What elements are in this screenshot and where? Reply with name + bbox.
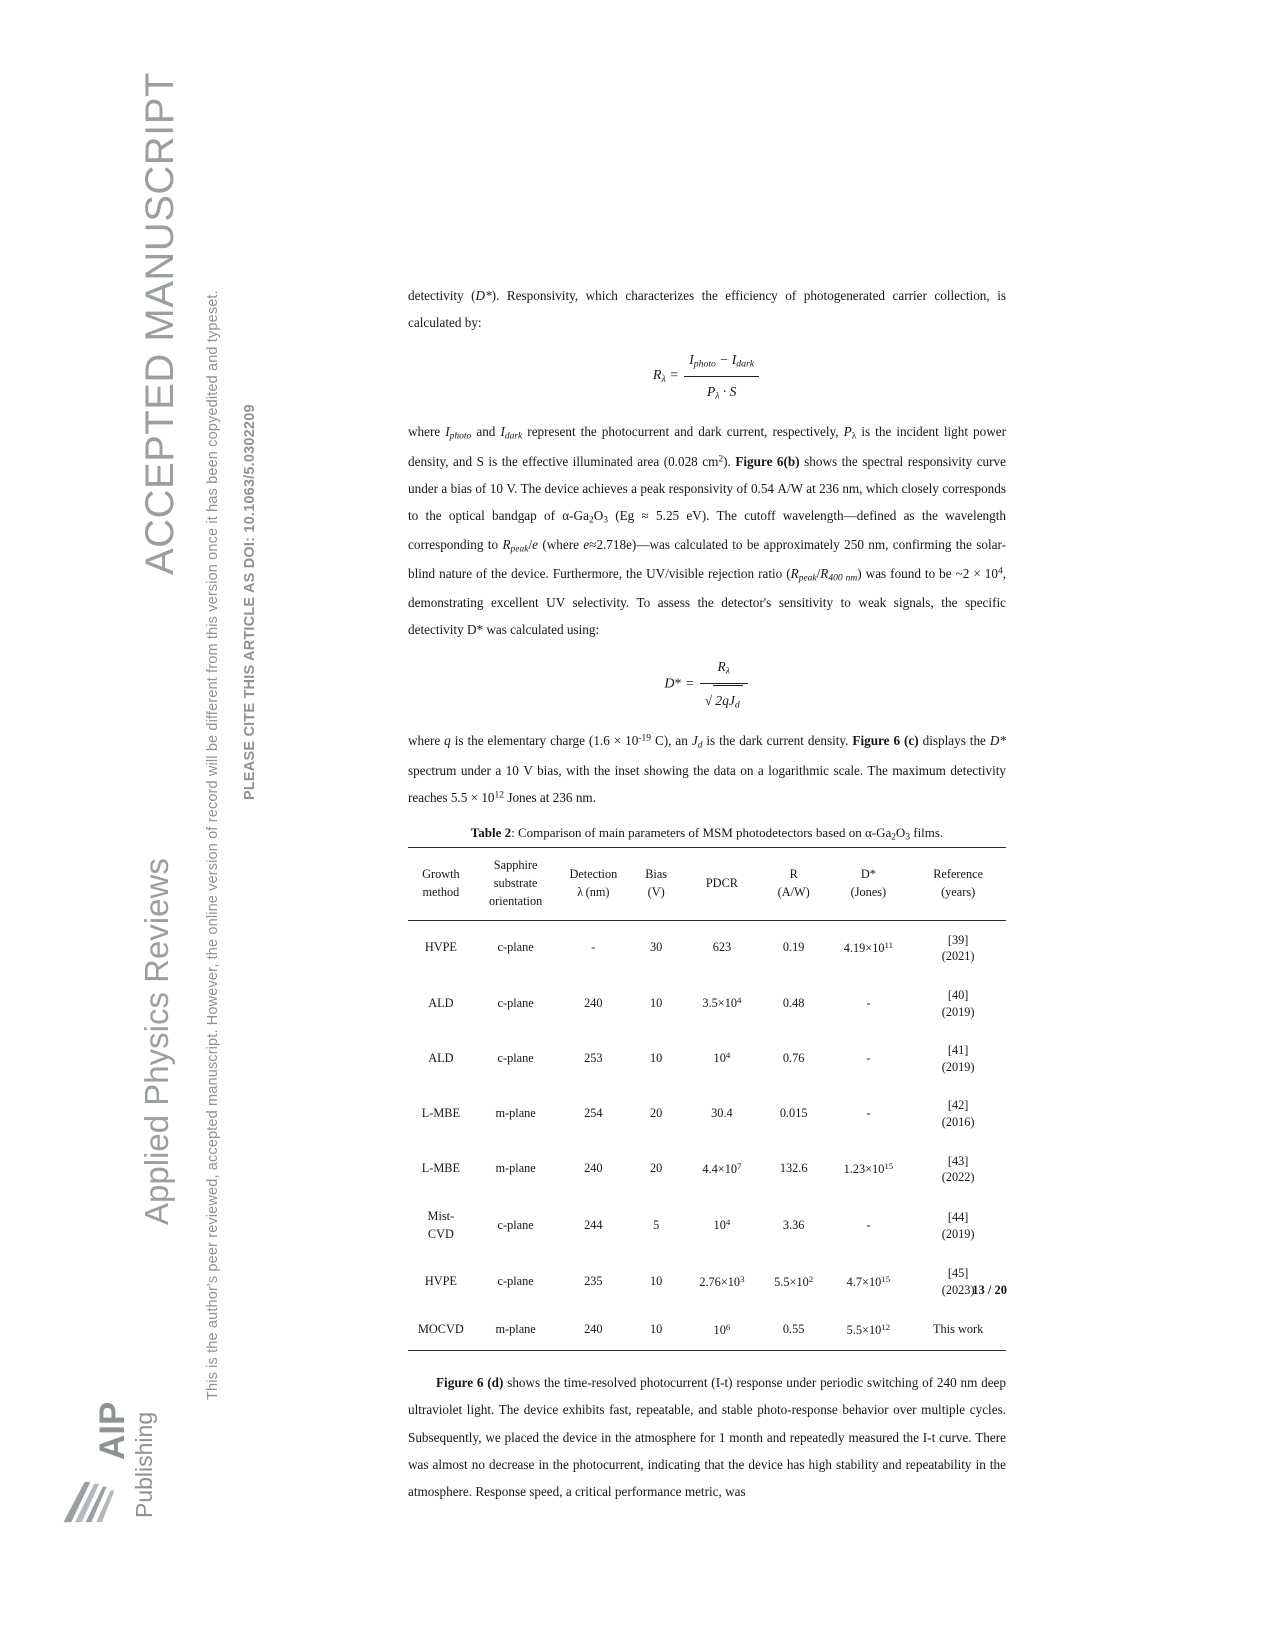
cell-responsivity: 0.76 [782, 1050, 805, 1065]
cell-pdcr: $4.4\times 10^7$ [702, 1160, 742, 1176]
aip-feather-icon [61, 1478, 116, 1526]
accepted-manuscript-disclaimer: This is the author's peer reviewed, accepted manuscript. However, the online version of record will be different from this version once it has been copyedited and typeset. [205, 290, 221, 1400]
cell-reference: This work [910, 1310, 1006, 1351]
cell-pdcr: 623 [712, 940, 732, 955]
cell-responsivity: 132.6 [779, 1161, 808, 1176]
cell-reference: [42] (2016) [941, 1098, 975, 1129]
cell-growth: HVPE [424, 1274, 457, 1289]
cell-responsivity: 0.48 [782, 995, 805, 1010]
cell-responsivity: 3.36 [782, 1217, 805, 1232]
cell-detection: 244 [584, 1217, 603, 1232]
cell-pdcr: $10^4$ [713, 1050, 731, 1066]
cell-reference: [40] (2019) [941, 988, 975, 1019]
column-header-detection-wavelength: Detection λ (nm) [557, 848, 629, 920]
cell-detection: 240 [557, 1310, 629, 1351]
table-row [408, 1086, 1006, 1141]
table-row [408, 1310, 1006, 1351]
equation-responsivity: $R_\lambda$ = $\frac{I_{photo} - I_{dark}}{P_\lambda \cdot S}$ [408, 346, 1006, 406]
cell-detectivity: - [866, 1106, 871, 1121]
paragraph-responsivity-intro: detectivity (D*). Responsivity, which characterizes the efficiency of photogenerated carrier collection, is calculated by: [408, 288, 1006, 331]
cell-growth: Mist- CVD [427, 1208, 455, 1241]
cell-pdcr: $3.5\times 10^4$ [702, 995, 742, 1011]
cell-bias: 30 [649, 940, 663, 955]
cell-bias: 10 [649, 1050, 663, 1065]
cell-pdcr: $2.76\times 10^3$ [699, 1273, 745, 1289]
cell-reference: [43] (2022) [941, 1153, 975, 1185]
cell-growth: HVPE [424, 940, 457, 955]
table-row [408, 976, 1006, 1031]
paragraph-time-resolved-response: Figure 6 (d) shows the time-resolved photocurrent (I-t) response under periodic switching of 240 nm deep ultraviolet light. The device exhibits fast, repeatable, and stable photo-response behavior over multiple cycles. Subsequently, we placed the device in the atmosphere for 1 month and repeatedly measured the I-t curve. There was almost no decrease in the photocurrent, indicating that the device has high stability and repeatability in the atmosphere. Response speed, a critical performance metric, was [408, 1375, 1007, 1499]
article-body [408, 282, 1006, 1508]
column-header-bias: Bias (V) [629, 848, 683, 920]
aip-logo-subtext: Publishing [131, 1411, 157, 1518]
cell-bias: 10 [649, 1274, 663, 1289]
cell-growth: ALD [428, 1050, 454, 1065]
cell-pdcr: 30.4 [711, 1106, 733, 1121]
cell-orientation: c-plane [497, 1274, 534, 1289]
column-header-responsivity: R (A/W) [761, 848, 827, 920]
table-row [408, 1031, 1006, 1086]
cell-pdcr: $10^6$ [683, 1310, 761, 1351]
journal-name-watermark: Applied Physics Reviews [138, 858, 175, 1225]
journal-watermark-rail [0, 0, 400, 1650]
cell-detection: - [591, 940, 596, 955]
cell-detection: 254 [584, 1106, 603, 1121]
cell-orientation: c-plane [497, 1050, 534, 1065]
cell-detection: 235 [584, 1274, 603, 1289]
cell-reference: [44] (2019) [941, 1209, 975, 1241]
cell-growth: L-MBE [421, 1161, 461, 1176]
cell-responsivity: $5.5\times 10^2$ [774, 1273, 814, 1289]
cell-bias: 10 [629, 1310, 683, 1351]
cell-bias: 20 [649, 1106, 663, 1121]
table-caption-text: : Comparison of main parameters of MSM photodetectors based on $\alpha-Ga_2O_3$ films. [511, 824, 944, 843]
cell-orientation: c-plane [497, 995, 534, 1010]
cell-reference: [41] (2019) [941, 1043, 975, 1074]
cell-orientation: m-plane [474, 1310, 558, 1351]
cell-orientation: c-plane [497, 940, 534, 955]
citation-doi-line: PLEASE CITE THIS ARTICLE AS DOI: 10.1063/5.0302209 [242, 404, 258, 800]
column-header-pdcr: PDCR [683, 848, 761, 920]
cell-orientation: m-plane [495, 1161, 536, 1176]
cell-detectivity: $1.23\times 10^{15}$ [843, 1160, 894, 1176]
paragraph-detectivity-discussion: where q is the elementary charge ($1.6 \times 10^{-19}$ C), an $J_d$ is the dark current density. Figure 6 (c) displays the D* spectrum under a 10 V bias, with the inset showing the data on a logarithmic scale. The maximum detectivity reaches $5.5 \times 10^{12}$ Jones at 236 nm. [408, 733, 1006, 805]
column-header-reference: Reference (years) [910, 848, 1006, 920]
accepted-manuscript-watermark: ACCEPTED MANUSCRIPT [138, 72, 182, 575]
table-header-row [408, 848, 1006, 920]
cell-bias: 20 [649, 1161, 663, 1176]
cell-reference: [39] (2021) [941, 932, 975, 964]
paragraph-responsivity-discussion: where $I_{photo}$ and $I_{dark}$ represent the photocurrent and dark current, respectively, $P_\lambda$ is the incident light power density, and S is the effective illuminated area (0.028 $cm^2$). Figure 6(b) shows the spectral responsivity curve under a bias of 10 V. The device achieves a peak responsivity of 0.54 A/W at 236 nm, which closely corresponds to the optical bandgap of $\alpha-Ga_2O_3$ (Eg ≈ 5.25 eV). The cutoff wavelength—defined as the wavelength corresponding to $R_{peak}/e$ (where e≈2.718e)—was calculated to be approximately 250 nm, confirming the solar-blind nature of the device. Furthermore, the UV/visible rejection ratio $(R_{peak}/R_{400 nm})$ was found to be ~2 × $10^4$, demonstrating excellent UV selectivity. To assess the detector's sensitivity to weak signals, the specific detectivity D* was calculated using: [408, 424, 1007, 638]
cell-responsivity: 0.55 [761, 1310, 827, 1351]
table-row [408, 1197, 1006, 1255]
cell-detectivity: - [866, 1050, 871, 1065]
column-header-detectivity: D* (Jones) [827, 848, 911, 920]
cell-pdcr: $10^4$ [713, 1217, 731, 1233]
cell-responsivity: 0.19 [782, 940, 805, 955]
table-row [408, 920, 1006, 976]
table-row [408, 1254, 1006, 1309]
aip-publishing-logo [45, 1328, 165, 1528]
aip-logo-text: AIP [93, 1401, 132, 1460]
equation-detectivity: D* = $\frac{R_\lambda}{√ 2qJ_d}$ [408, 653, 1006, 715]
table-caption-label: Table 2 [470, 824, 512, 840]
cell-detectivity: $4.19\times 10^{11}$ [843, 940, 894, 955]
cell-detectivity: $4.7\times 10^{15}$ [846, 1273, 891, 1289]
parameters-comparison-table [408, 847, 1006, 1351]
cell-detection: 240 [584, 1161, 603, 1176]
cell-bias: 10 [649, 995, 663, 1010]
cell-bias: 5 [653, 1217, 660, 1232]
table-row [408, 1142, 1006, 1197]
cell-orientation: m-plane [495, 1106, 536, 1121]
cell-growth: L-MBE [421, 1106, 461, 1121]
cell-detectivity: - [866, 1217, 871, 1232]
cell-reference: [45] (2023) [941, 1266, 975, 1297]
table-caption [408, 823, 1006, 845]
page-number: 13 / 20 [972, 1283, 1007, 1297]
column-header-growth-method: Growth method [408, 848, 474, 920]
cell-detection: 253 [584, 1050, 603, 1065]
cell-growth: ALD [428, 995, 454, 1010]
cell-growth: MOCVD [408, 1310, 474, 1351]
column-header-substrate-orientation: Sapphire substrate orientation [474, 848, 558, 920]
cell-responsivity: 0.015 [779, 1106, 808, 1121]
cell-orientation: c-plane [497, 1217, 534, 1232]
cell-detectivity: - [866, 995, 871, 1010]
cell-detection: 240 [584, 995, 603, 1010]
cell-detectivity: $5.5\times 10^{12}$ [827, 1310, 911, 1351]
